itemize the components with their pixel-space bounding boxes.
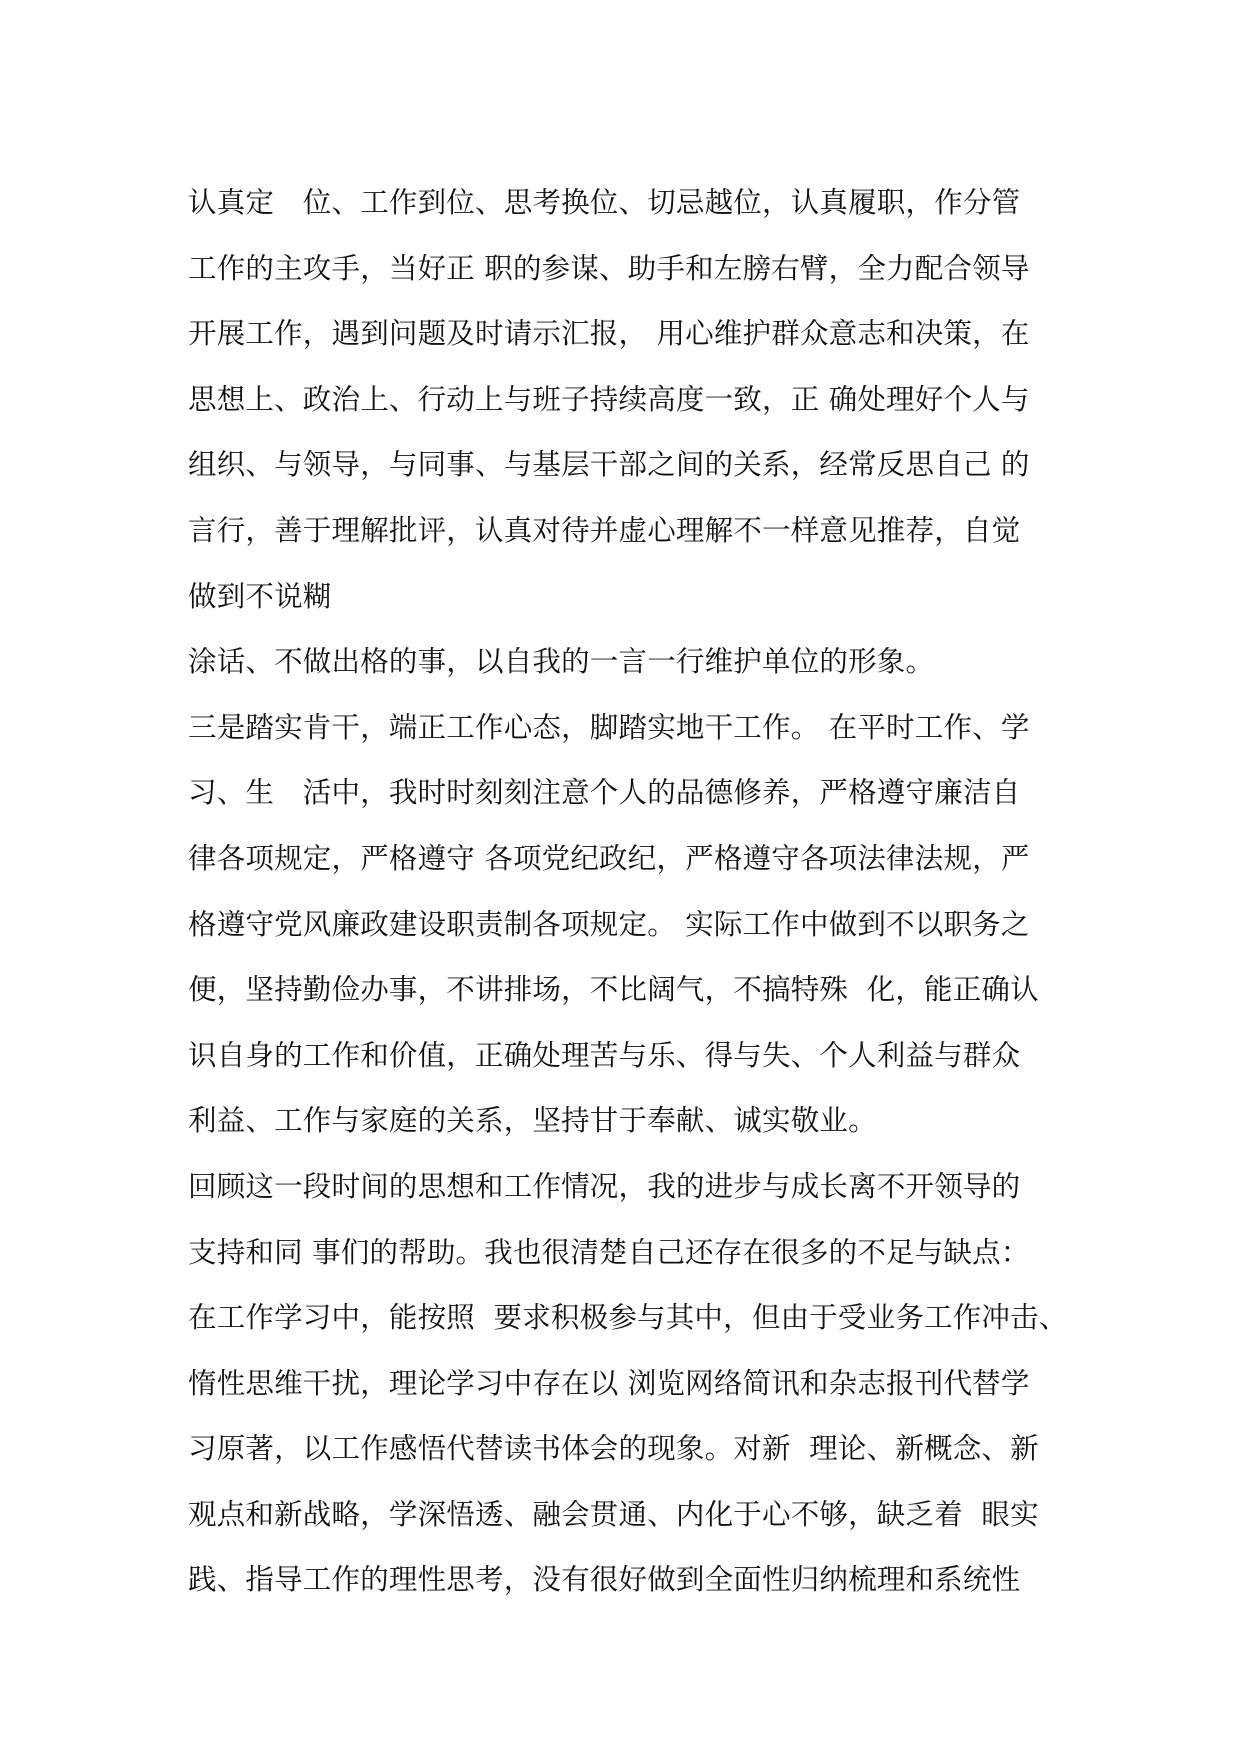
text-line: 践、指导工作的理性思考，没有很好做到全面性归纳梳理和系统性 <box>188 1563 1021 1597</box>
text-line: 认真定 位、工作到位、思考换位、切忌越位，认真履职，作分管 <box>188 186 1021 219</box>
text-line: 便，坚持勤俭办事，不讲排场，不比阔气，不搞特殊 化，能正确认 <box>188 973 1039 1007</box>
document-body <box>188 170 1088 1613</box>
text-line: 利益、工作与家庭的关系，坚持甘于奉献、诚实敬业。 <box>188 1104 877 1138</box>
text-line: 组织、与领导，与同事、与基层干部之间的关系，经常反思自己 的 <box>188 448 1030 482</box>
text-line: 在工作学习中，能按照 要求积极参与其中，但由于受业务工作冲击、 <box>188 1301 1068 1335</box>
text-line: 三是踏实肯干，端正工作心态，脚踏实地干工作。 在平时工作、学 <box>188 710 1030 744</box>
text-line: 惰性思维干扰，理论学习中存在以 浏览网络简讯和杂志报刊代替学 <box>188 1366 1030 1400</box>
text-line: 思想上、政治上、行动上与班子持续高度一致，正 确处理好个人与 <box>188 382 1030 416</box>
text-line: 格遵守党风廉政建设职责制各项规定。 实际工作中做到不以职务之 <box>188 907 1030 941</box>
text-line: 开展工作，遇到问题及时请示汇报， 用心维护群众意志和决策，在 <box>188 317 1030 351</box>
text-line: 习、生 活中，我时时刻刻注意个人的品德修养，严格遵守廉洁自 <box>188 776 1021 810</box>
text-line: 观点和新战略，学深悟透、融会贯通、内化于心不够，缺乏着 眼实 <box>188 1497 1039 1531</box>
text-line: 工作的主攻手，当好正 职的参谋、助手和左膀右臂，全力配合领导 <box>188 251 1030 285</box>
text-line: 律各项规定，严格遵守 各项党纪政纪，严格遵守各项法律法规，严 <box>188 841 1030 875</box>
text-line: 言行，善于理解批评，认真对待并虚心理解不一样意见推荐，自觉 <box>188 513 1021 547</box>
text-line: 习原著，以工作感悟代替读书体会的现象。对新 理论、新概念、新 <box>188 1432 1039 1466</box>
text-line: 支持和同 事们的帮助。我也很清楚自己还存在很多的不足与缺点： <box>188 1235 1030 1269</box>
text-line: 回顾这一段时间的思想和工作情况，我的进步与成长离不开领导的 <box>188 1169 1021 1203</box>
text-line: 涂话、不做出格的事，以自我的一言一行维护单位的形象。 <box>188 645 935 679</box>
text-line: 识自身的工作和价值，正确处理苦与乐、得与失、个人利益与群众 <box>188 1038 1021 1072</box>
text-line: 做到不说糊 <box>188 579 332 613</box>
